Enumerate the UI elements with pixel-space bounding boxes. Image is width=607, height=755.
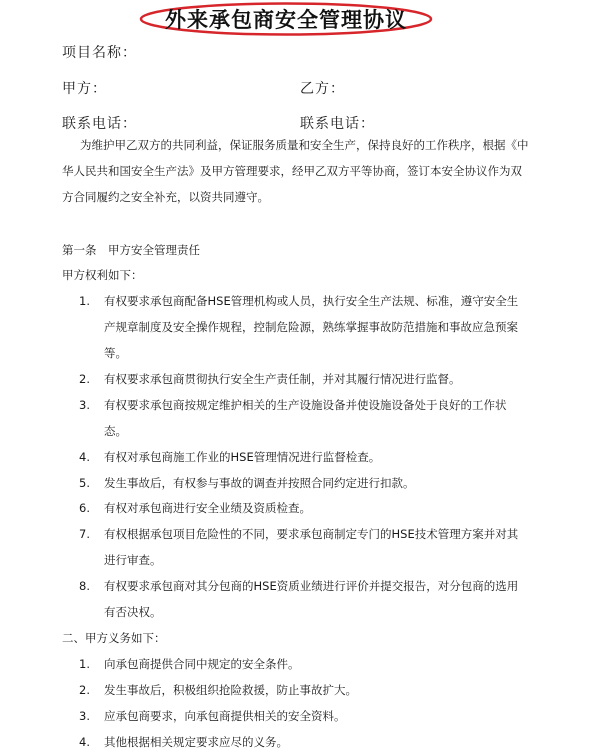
rights-item-line: 有权要求承包商按规定维护相关的生产设施设备并使设施设备处于良好的工作状 xyxy=(104,398,507,412)
rights-item-line: 有权要求承包商对其分包商的HSE资质业绩进行评价并提交报告，对分包商的选用 xyxy=(104,579,519,593)
rights-item-line: 有权要求承包商贯彻执行安全生产责任制，并对其履行情况进行监督。 xyxy=(104,372,461,386)
document-title: 外来承包商安全管理协议 xyxy=(165,8,407,32)
intro-line: 方合同履约之安全补充，以资共同遵守。 xyxy=(62,190,269,204)
rights-item-number: 1. xyxy=(79,294,90,308)
duties-item-line: 发生事故后，积极组织抢险救援，防止事故扩大。 xyxy=(104,683,357,697)
rights-item-line: 有权要求承包商配备HSE管理机构或人员，执行安全生产法规、标准，遵守安全生 xyxy=(104,294,519,308)
document-title-block xyxy=(139,2,433,36)
project-name-label: 项目名称： xyxy=(62,45,137,61)
rights-item-number: 7. xyxy=(79,527,90,541)
rights-item-line: 产规章制度及安全操作规程，控制危险源，熟练掌握事故防范措施和事故应急预案 xyxy=(104,320,518,334)
rights-item-line: 等。 xyxy=(104,346,127,360)
intro-line: 华人民共和国安全生产法》及甲方管理要求，经甲乙双方平等协商，签订本安全协议作为双 xyxy=(62,164,522,178)
rights-heading: 甲方权利如下： xyxy=(62,268,143,282)
rights-item-line: 有权对承包商施工作业的HSE管理情况进行监督检查。 xyxy=(104,450,381,464)
rights-item-number: 6. xyxy=(79,501,90,515)
duties-item-line: 应承包商要求，向承包商提供相关的安全资料。 xyxy=(104,709,346,723)
rights-item-number: 2. xyxy=(79,372,90,386)
rights-item-number: 4. xyxy=(79,450,90,464)
intro-line: 为维护甲乙双方的共同利益，保证服务质量和安全生产，保持良好的工作秩序，根据《中 xyxy=(80,138,529,152)
rights-item-line: 有否决权。 xyxy=(104,605,162,619)
duties-item-line: 向承包商提供合同中规定的安全条件。 xyxy=(104,657,300,671)
rights-item-line: 态。 xyxy=(104,424,127,438)
party-b-phone-label: 联系电话： xyxy=(300,116,375,132)
rights-item-number: 8. xyxy=(79,579,90,593)
party-a-label: 甲方： xyxy=(62,81,107,97)
rights-item-line: 进行审查。 xyxy=(104,553,162,567)
duties-item-number: 2. xyxy=(79,683,90,697)
article-one-heading: 第一条 甲方安全管理责任 xyxy=(62,243,200,257)
duties-item-number: 3. xyxy=(79,709,90,723)
duties-item-number: 1. xyxy=(79,657,90,671)
rights-item-line: 有权对承包商进行安全业绩及资质检查。 xyxy=(104,501,311,515)
party-a-phone-label: 联系电话： xyxy=(62,116,137,132)
duties-heading: 二、甲方义务如下： xyxy=(62,631,166,645)
rights-item-line: 发生事故后，有权参与事故的调查并按照合同约定进行扣款。 xyxy=(104,476,415,490)
party-b-label: 乙方： xyxy=(300,81,345,97)
rights-item-number: 3. xyxy=(79,398,90,412)
rights-item-line: 有权根据承包项目危险性的不同，要求承包商制定专门的HSE技术管理方案并对其 xyxy=(104,527,519,541)
duties-item-number: 4. xyxy=(79,735,90,749)
rights-item-number: 5. xyxy=(79,476,90,490)
duties-item-line: 其他根据相关规定要求应尽的义务。 xyxy=(104,735,288,749)
